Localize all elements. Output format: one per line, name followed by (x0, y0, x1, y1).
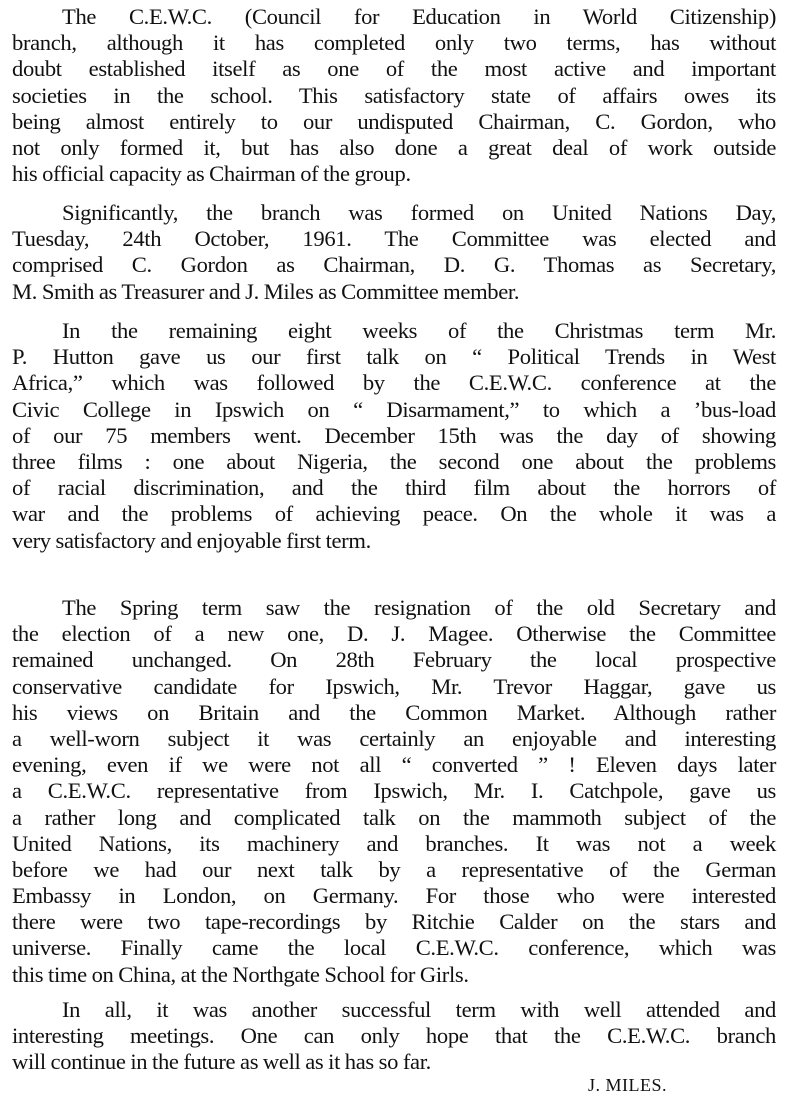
text-line: a C.E.W.C. representative from Ipswich, Mr. I. Catchpole, gave us (12, 778, 776, 804)
text-line: a well-worn subject it was certainly an enjoyable and interesting (12, 725, 776, 751)
text-line: evening, even if we were not all “ converted ” ! Eleven days later (12, 752, 776, 778)
text-line: there were two tape-recordings by Ritchie Calder on the stars and (12, 909, 776, 935)
paragraph-formation (12, 200, 776, 305)
text-line: Significantly, the branch was formed on United Nations Day, (62, 200, 776, 225)
text-line: The C.E.W.C. (Council for Education in World Citizenship) (62, 4, 776, 29)
text-line: Africa,” which was followed by the C.E.W.C. conference at the (12, 370, 776, 396)
text-line: war and the problems of achieving peace. On the whole it was a (12, 501, 776, 527)
paragraph-christmas-term (12, 318, 776, 554)
text-line: comprised C. Gordon as Chairman, D. G. Thomas as Secretary, (12, 252, 776, 278)
text-line: will continue in the future as well as it has so far. (12, 1049, 431, 1075)
text-line: Civic College in Ipswich on “ Disarmament,” to which a ’bus-load (12, 396, 776, 422)
text-line: Tuesday, 24th October, 1961. The Committee was elected and (12, 226, 776, 252)
paragraph-spring-term (12, 595, 776, 988)
text-line: three films : one about Nigeria, the second one about the problems (12, 448, 776, 474)
author-signature: J. MILES. (588, 1075, 668, 1095)
text-line: M. Smith as Treasurer and J. Miles as Committee member. (12, 278, 520, 304)
text-line: The Spring term saw the resignation of the old Secretary and (62, 595, 776, 620)
text-line: before we had our next talk by a representative of the German (12, 856, 776, 882)
text-line: the election of a new one, D. J. Magee. Otherwise the Committee (12, 621, 776, 647)
text-line: In the remaining eight weeks of the Christmas term Mr. (62, 318, 776, 343)
text-line: a rather long and complicated talk on the mammoth subject of the (12, 804, 776, 830)
text-line: universe. Finally came the local C.E.W.C. conference, which was (12, 935, 776, 961)
text-line: this time on China, at the Northgate School for Girls. (12, 961, 469, 987)
text-line: his official capacity as Chairman of the group. (12, 161, 411, 187)
text-line: his views on Britain and the Common Market. Although rather (12, 699, 776, 725)
text-line: very satisfactory and enjoyable first term. (12, 527, 371, 553)
text-line: being almost entirely to our undisputed Chairman, C. Gordon, who (12, 108, 776, 134)
text-line: United Nations, its machinery and branches. It was not a week (12, 830, 776, 856)
text-line: conservative candidate for Ipswich, Mr. Trevor Haggar, gave us (12, 673, 776, 699)
text-line: societies in the school. This satisfactory state of affairs owes its (12, 82, 776, 108)
text-line: not only formed it, but has also done a great deal of work outside (12, 134, 776, 160)
text-line: branch, although it has completed only two terms, has without (12, 30, 776, 56)
text-line: of racial discrimination, and the third film about the horrors of (12, 475, 776, 501)
text-line: In all, it was another successful term with well attended and (62, 997, 776, 1022)
text-line: remained unchanged. On 28th February the local prospective (12, 647, 776, 673)
paragraph-introduction (12, 4, 776, 187)
text-line: doubt established itself as one of the most active and important (12, 56, 776, 82)
text-line: interesting meetings. One can only hope that the C.E.W.C. branch (12, 1023, 776, 1049)
text-line: Embassy in London, on Germany. For those who were interested (12, 883, 776, 909)
paragraph-conclusion (12, 997, 776, 1076)
text-line: of our 75 members went. December 15th was the day of showing (12, 422, 776, 448)
text-line: P. Hutton gave us our first talk on “ Political Trends in West (12, 344, 776, 370)
